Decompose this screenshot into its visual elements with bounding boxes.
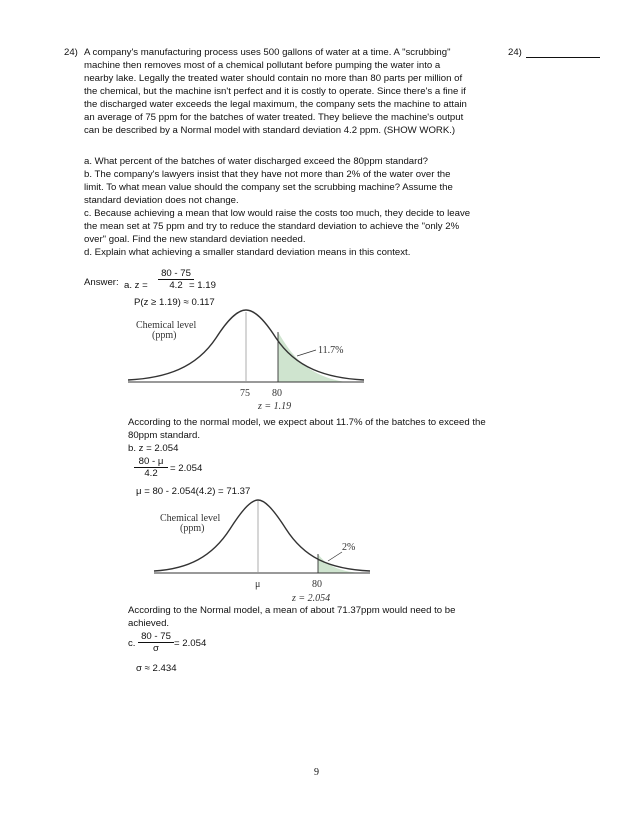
- graph2-ylabel-1: Chemical level: [160, 513, 221, 524]
- b-numerator: 80 - μ: [138, 456, 164, 467]
- c-fraction: [138, 631, 174, 654]
- part-line: d. Explain what achieving a smaller standard deviation means in this context.: [84, 247, 411, 258]
- part-line: b. The company's lawyers insist that they have not more than 2% of the water over the: [84, 169, 451, 180]
- question-line: A company's manufacturing process uses 500 gallons of water at a time. A "scrubbing": [84, 47, 451, 58]
- a-text-line: 80ppm standard.: [128, 430, 200, 441]
- b-result: = 2.054: [170, 463, 203, 474]
- part-line: c. Because achieving a mean that low would raise the costs too much, they decide to leave: [84, 208, 471, 219]
- b-z-line: b. z = 2.054: [128, 443, 179, 454]
- graph2-percent: 2%: [342, 542, 356, 553]
- b-explanation: [128, 604, 455, 630]
- page-number: 9: [314, 767, 319, 778]
- graph2-zlabel: z = 2.054: [292, 593, 331, 604]
- question-line: the chemical, but the machine isn't perfect and it is costly to operate. Since there's a fine if: [84, 86, 466, 97]
- graph2-tick-mean: μ: [255, 579, 261, 590]
- graph1-percent: 11.7%: [318, 345, 344, 356]
- graph2-pointer: [328, 552, 342, 561]
- graph2-curve: [154, 500, 370, 571]
- answer-blank: [526, 57, 600, 58]
- part-line: over" goal. Find the new standard deviation needed.: [84, 234, 306, 245]
- part-line: limit. To what mean value should the company set the scrubbing machine? Assume the: [84, 182, 453, 193]
- graph2-tick-cut: 80: [312, 579, 322, 590]
- a-explanation: [128, 416, 486, 442]
- b-mu-line: μ = 80 - 2.054(4.2) = 71.37: [136, 486, 251, 497]
- graph1-ylabel-1: Chemical level: [136, 320, 197, 331]
- part-line: a. What percent of the batches of water discharged exceed the 80ppm standard?: [84, 156, 428, 167]
- question-line: machine then removes most of a chemical pollutant before pumping the water into a: [84, 60, 441, 71]
- graph1-zlabel: z = 1.19: [258, 401, 292, 412]
- graph1-tick-cut: 80: [272, 388, 282, 399]
- a-result: = 1.19: [189, 280, 216, 291]
- a-numerator: 80 - 75: [161, 268, 191, 279]
- b-text-line: achieved.: [128, 618, 170, 629]
- graph1-ylabel-2: (ppm): [152, 330, 177, 341]
- answer-number: 24): [508, 47, 522, 58]
- graph1-tick-mean: 75: [240, 388, 250, 399]
- b-denominator: 4.2: [134, 467, 168, 479]
- part-line: standard deviation does not change.: [84, 195, 239, 206]
- question-parts: [84, 155, 470, 259]
- graph1-pointer: [297, 350, 316, 356]
- a-text-line: According to the normal model, we expect about 11.7% of the batches to exceed the: [128, 417, 486, 428]
- c-sigma-line: σ ≈ 2.434: [136, 663, 177, 674]
- question-line: can be described by a Normal model with standard deviation 4.2 ppm. (SHOW WORK.): [84, 125, 456, 136]
- question-text: [84, 46, 467, 137]
- a-prefix: a. z =: [124, 280, 148, 291]
- normal-curve-graph-2: [152, 497, 372, 605]
- part-line: the mean set at 75 ppm and try to reduce the standard deviation to achieve the "only 2%: [84, 221, 460, 232]
- question-number: 24): [64, 47, 78, 58]
- c-denominator: σ: [138, 642, 174, 654]
- question-line: the discharged water exceeds the legal maximum, the company sets the machine to attain: [84, 99, 467, 110]
- answer-label: Answer:: [84, 277, 119, 288]
- c-result: = 2.054: [174, 638, 207, 649]
- b-text-line: According to the Normal model, a mean of about 71.37ppm would need to be: [128, 605, 456, 616]
- a-denominator: 4.2: [158, 279, 194, 291]
- c-numerator: 80 - 75: [141, 631, 171, 642]
- a-probability: P(z ≥ 1.19) ≈ 0.117: [134, 297, 215, 308]
- b-fraction: [134, 456, 168, 479]
- question-line: an average of 75 ppm for the batches of water treated. They believe the machine's output: [84, 112, 464, 123]
- question-line: nearby lake. Legally the treated water should contain no more than 80 parts per million of: [84, 73, 463, 84]
- normal-curve-graph-1: [126, 308, 366, 412]
- graph2-ylabel-2: (ppm): [180, 523, 205, 534]
- graph1-tail-shade: [278, 332, 346, 382]
- c-prefix: c.: [128, 638, 136, 649]
